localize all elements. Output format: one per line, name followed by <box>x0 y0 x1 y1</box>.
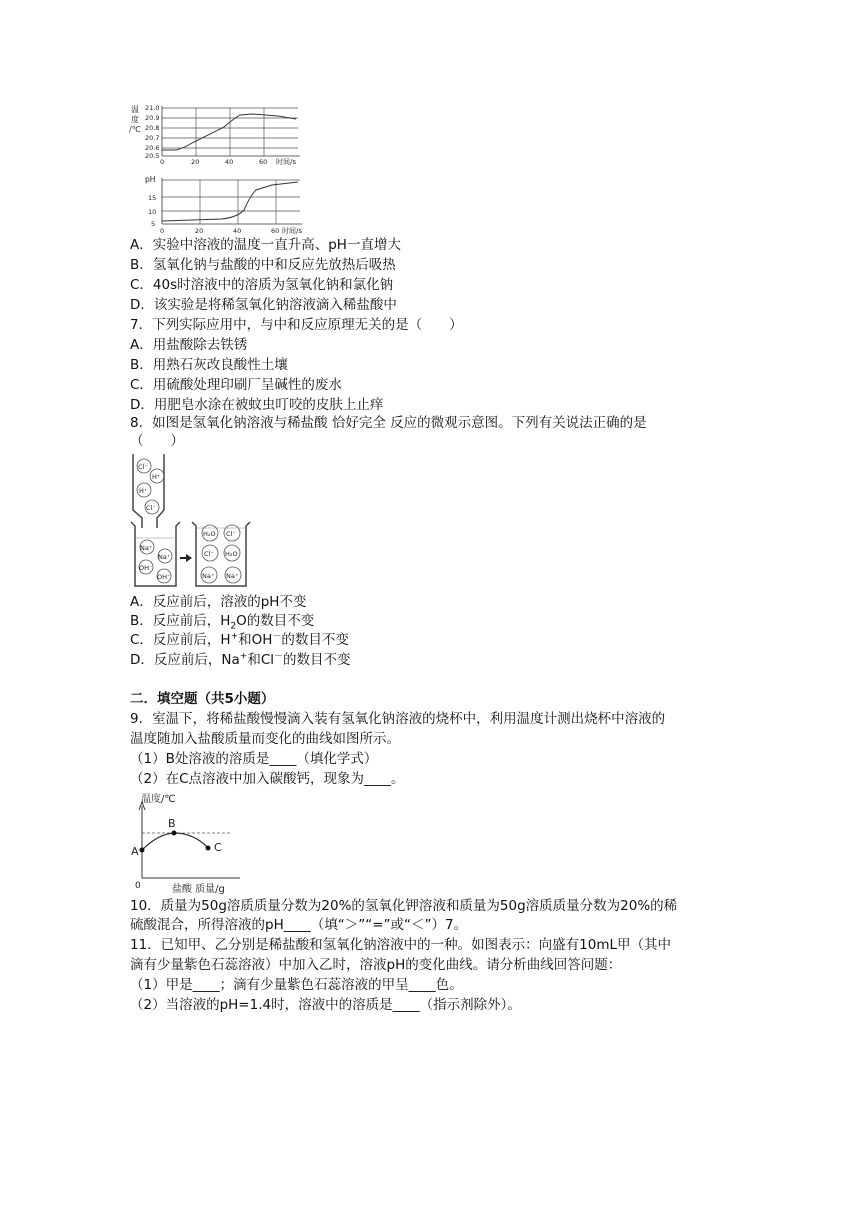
ion-label: H⁺ <box>152 473 161 481</box>
q7-option-c: C．用硫酸处理印刷厂呈碱性的废水 <box>130 377 342 393</box>
q11-sub-1: （1）甲是____；滴有少量紫色石蕊溶液的甲呈____色。 <box>130 977 463 993</box>
section-heading: 二．填空题（共5小题） <box>130 691 275 707</box>
q7-option-b: B．用熟石灰改良酸性土壤 <box>130 357 288 373</box>
xlabel: 盐酸 质量/g <box>172 884 225 895</box>
molecule-label: H₂O <box>225 550 238 558</box>
ion-label: Na⁺ <box>226 572 239 580</box>
q10-stem-cont: 硫酸混合，所得溶液的pH____（填“＞”“=”或“＜”）7。 <box>130 917 468 933</box>
ytick-label: 20.9 <box>145 114 160 122</box>
q8-stem-bracket: （ ） <box>130 433 184 449</box>
ytick-label: 10 <box>148 208 157 216</box>
xtick-label: 20 <box>195 227 204 235</box>
xtick-label: 0 <box>160 158 165 166</box>
xlabel: 时间/s <box>282 227 303 235</box>
point-b-marker <box>172 831 177 836</box>
xlabel: 时间/s <box>276 158 297 166</box>
ion-label: Na⁺ <box>202 572 215 580</box>
q8-option-b: B．反应前后，$H_2O$的数目不变 <box>130 613 315 632</box>
q11-stem-cont: 滴有少量紫色石蕊溶液）中加入乙时，溶液pH的变化曲线。请分析曲线回答问题： <box>130 957 622 973</box>
ion-label: Cl⁻ <box>138 463 148 471</box>
ytick-label: 20.8 <box>145 124 160 132</box>
xtick-label: 60 <box>259 158 268 166</box>
q9-stem: 9．室温下，将稀盐酸慢慢滴入装有氢氧化钠溶液的烧杯中，利用温度计测出烧杯中溶液的 <box>130 711 666 727</box>
beaker-after <box>192 522 250 586</box>
q7-option-d: D．用肥皂水涂在被蚊虫叮咬的皮肤上止痒 <box>130 397 384 413</box>
point-b-label: B <box>168 817 176 830</box>
xtick-label: 40 <box>233 227 242 235</box>
ytick-label: 20.6 <box>145 144 160 152</box>
q7-stem: 7．下列实际应用中，与中和反应原理无关的是（ ） <box>130 317 463 333</box>
ion-label: Na⁺ <box>140 544 153 552</box>
ytick-label: 20.5 <box>145 152 160 160</box>
point-a-marker <box>140 848 145 853</box>
gridlines <box>162 108 298 156</box>
q6-option-d: D．该实验是将稀氢氧化钠溶液滴入稀盐酸中 <box>130 297 397 313</box>
ion-label: Cl⁻ <box>204 550 214 558</box>
temperature-curve <box>142 833 208 850</box>
q8-stem: 8．如图是氢氧化钠溶液与稀盐酸 恰好完全 反应的微观示意图。下列有关说法正确的是 <box>130 415 647 431</box>
xtick-label: 60 <box>271 227 280 235</box>
xtick-label: 20 <box>191 158 200 166</box>
temperature-acid-chart <box>128 788 248 896</box>
ion-label: Cl⁻ <box>146 504 156 512</box>
ylabel-char: 度 <box>131 115 139 124</box>
beaker-before <box>131 522 180 586</box>
ytick-label: 21.0 <box>145 104 160 112</box>
q9-sub-2: （2）在C点溶液中加入碳酸钙，现象为____。 <box>130 771 405 787</box>
temperature-curve <box>162 114 296 150</box>
q11-stem: 11．已知甲、乙分别是稀盐酸和氢氧化钠溶液中的一种。如图表示：向盛有10mL甲（其中 <box>130 937 672 953</box>
q9-sub-1: （1）B处溶液的溶质是____（填化学式） <box>130 751 378 767</box>
ion-label: H⁺ <box>139 487 148 495</box>
point-a-label: A <box>131 845 139 858</box>
q6-option-c: C．40s时溶液中的溶质为氢氧化钠和氯化钠 <box>130 277 394 293</box>
point-c-marker <box>206 846 211 851</box>
q7-option-a: A．用盐酸除去铁锈 <box>130 337 248 353</box>
neutralization-micro-diagram <box>128 448 264 594</box>
ytick-label: 15 <box>148 194 157 202</box>
q9-stem-cont: 温度随加入盐酸质量而变化的曲线如图所示。 <box>130 731 400 747</box>
xtick-label: 40 <box>225 158 234 166</box>
point-c-label: C <box>214 841 222 854</box>
ph-time-chart <box>142 170 314 236</box>
ph-curve <box>162 182 298 221</box>
ion-label: OH⁻ <box>157 573 171 581</box>
ytick-label: 5 <box>151 220 156 228</box>
q10-stem: 10．质量为50g溶质质量分数为20%的氢氧化钾溶液和质量为50g溶质质量分数为20%的稀 <box>130 898 678 914</box>
molecule-label: H₂O <box>203 530 216 538</box>
ion-label: Na⁺ <box>158 553 171 561</box>
origin-label: 0 <box>135 881 141 891</box>
ion-label: Cl⁻ <box>226 530 236 538</box>
ylabel-char: 温 <box>131 105 139 114</box>
ion-label: OH⁻ <box>139 564 153 572</box>
q6-option-a: A．实验中溶液的温度一直升高、pH一直增大 <box>130 237 401 253</box>
ylabel: 温度/℃ <box>141 794 176 805</box>
ytick-label: 20.7 <box>145 134 160 142</box>
ylabel-char: /℃ <box>129 125 141 134</box>
xtick-label: 0 <box>160 227 165 235</box>
q6-option-b: B．氢氧化钠与盐酸的中和反应先放热后吸热 <box>130 257 396 273</box>
temperature-time-chart <box>128 100 308 168</box>
ylabel: pH <box>145 175 156 184</box>
q8-option-c: C．反应前后，H+和OH－的数目不变 <box>130 631 349 648</box>
q8-option-a: A．反应前后，溶液的pH不变 <box>130 594 307 610</box>
q8-option-d: D．反应前后，Na+和Cl－的数目不变 <box>130 651 351 668</box>
q11-sub-2: （2）当溶液的pH=1.4时，溶液中的溶质是____（指示剂除外）。 <box>130 997 521 1013</box>
